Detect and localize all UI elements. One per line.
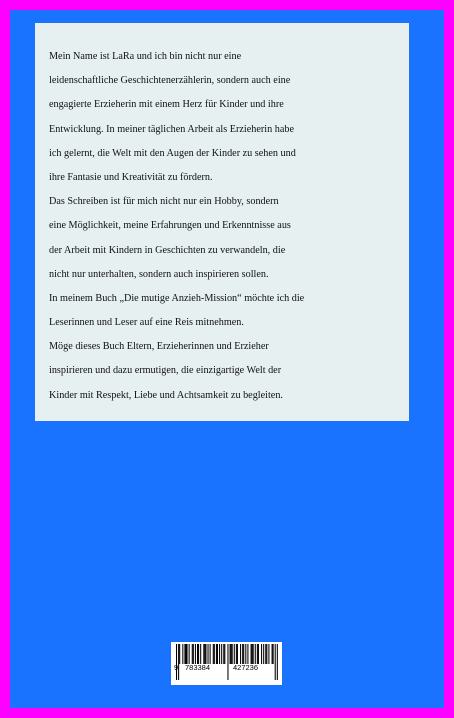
barcode-bar (236, 644, 237, 664)
barcode-bar (213, 644, 214, 664)
barcode-bar (266, 644, 267, 664)
barcode-bar (277, 644, 278, 680)
barcode-bar (230, 644, 231, 664)
barcode-bar (231, 644, 232, 664)
barcode-bar (234, 644, 235, 664)
bio-line: inspirieren und dazu ermutigen, die einzigartige Welt der (49, 365, 282, 377)
bio-line: In meinem Buch „Die mutige Anzieh-Mission“ möchte ich die (49, 292, 305, 304)
barcode-bar (257, 644, 258, 664)
barcode-bar (252, 644, 253, 664)
barcode-bar (255, 644, 256, 664)
barcode-bar (216, 644, 217, 664)
barcode-bar (251, 644, 252, 664)
barcode-bar (187, 644, 188, 664)
barcode-bar (263, 644, 264, 664)
barcode-bar (184, 644, 185, 664)
barcode-bar (224, 644, 225, 664)
barcode-bar (179, 644, 180, 664)
barcode-bar (208, 644, 209, 664)
barcode-bar (232, 644, 233, 664)
barcode-bar (182, 644, 183, 664)
barcode-bar (193, 644, 194, 664)
bio-line: engagierte Erzieherin mit einem Herz für Kinder und ihre (49, 99, 284, 111)
barcode-bar (192, 644, 193, 664)
barcode-bar (223, 644, 224, 664)
barcode-right-digits: 427236 (233, 663, 259, 672)
barcode-bar (204, 644, 205, 664)
barcode-left-digits: 783384 (185, 663, 211, 672)
barcode-bar (242, 644, 243, 664)
barcode-bar (189, 644, 190, 664)
barcode-bar (265, 644, 266, 664)
barcode-bar (258, 644, 259, 664)
barcode-bar (219, 644, 220, 664)
barcode-bar (203, 644, 204, 664)
barcode-bar (221, 644, 222, 664)
barcode-first-digit: 9 (174, 663, 179, 672)
barcode-bar (176, 644, 177, 680)
bio-line: ich gelernt, die Welt mit den Augen der Kinder zu sehen und (49, 147, 296, 159)
barcode-bar (198, 644, 199, 664)
barcode-bar (275, 644, 276, 680)
barcode-bar (240, 644, 241, 664)
bio-line: eine Möglichkeit, meine Erfahrungen und Erkenntnisse aus (49, 220, 291, 232)
bio-line: Möge dieses Buch Eltern, Erzieherinnen und Erzieher (49, 341, 269, 353)
barcode-bar (195, 644, 196, 664)
bio-line: der Arbeit mit Kindern in Geschichten zu verwandeln, die (49, 244, 286, 256)
bio-line: Leserinnen und Leser auf eine Reis mitnehmen. (49, 317, 244, 329)
bio-line: Das Schreiben ist für mich nicht nur ein Hobby, sondern (49, 196, 279, 208)
barcode-bar (245, 644, 246, 664)
barcode-bar (237, 644, 238, 664)
barcode-bar (261, 644, 262, 664)
barcode-bar (247, 644, 248, 664)
barcode-bar (214, 644, 215, 664)
barcode-bar (217, 644, 218, 664)
barcode-bar (185, 644, 186, 664)
back-cover (10, 10, 444, 708)
barcode-bar (268, 644, 269, 664)
bio-line: Mein Name ist LaRa und ich bin nicht nur eine (49, 51, 242, 62)
author-bio-box (35, 23, 409, 421)
barcode-bar (205, 644, 206, 664)
barcode-bar (227, 644, 228, 680)
barcode-bar (243, 644, 244, 664)
bio-line: Entwicklung. In meiner täglichen Arbeit als Erzieherin habe (49, 123, 294, 135)
barcode-bar (197, 644, 198, 664)
bio-line: leidenschaftliche Geschichtenerzählerin, sondern auch eine (49, 75, 291, 87)
barcode-bar (272, 644, 273, 664)
bio-line: Kinder mit Respekt, Liebe und Achtsamkeit zu begleiten. (49, 389, 283, 401)
bio-line: ihre Fantasie und Kreativität zu fördern. (49, 171, 213, 183)
isbn-barcode (171, 642, 282, 685)
barcode-bar (210, 644, 211, 664)
barcode-bar (178, 644, 179, 680)
barcode-bar (273, 644, 274, 664)
barcode-bar (200, 644, 201, 664)
bio-line: nicht nur unterhalten, sondern auch inspirieren sollen. (49, 268, 269, 280)
barcode-bar (253, 644, 254, 664)
